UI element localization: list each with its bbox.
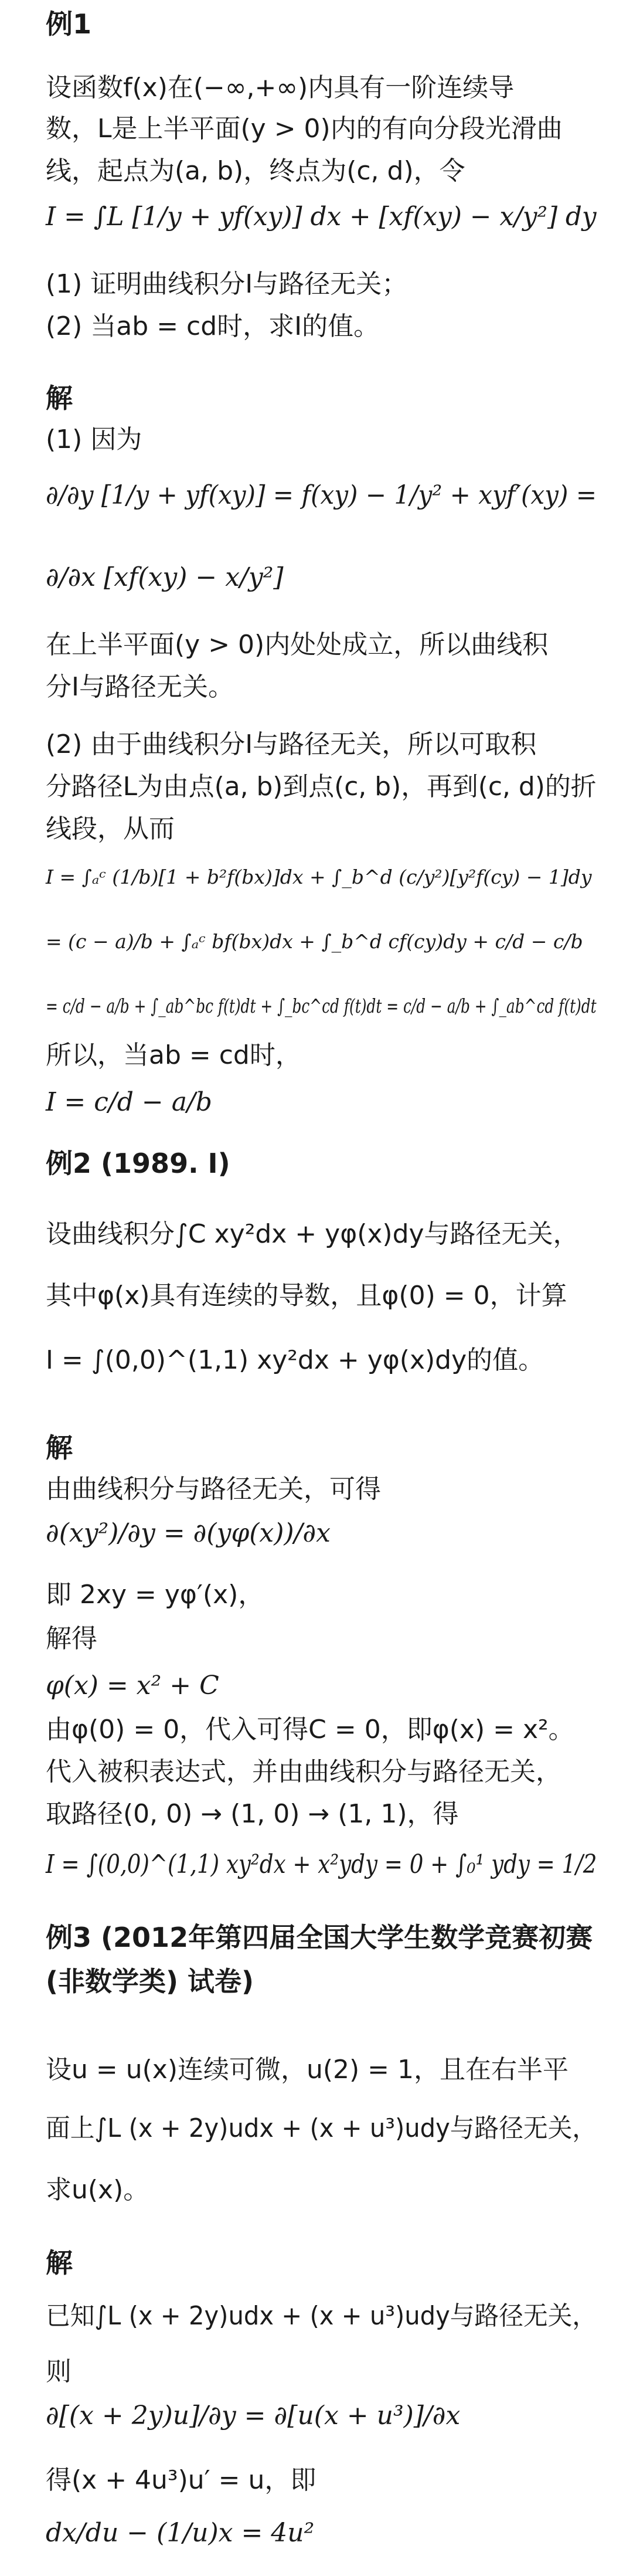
- example-2-result: I = ∫(0,0)^(1,1) xy²dx + x²ydy = 0 + ∫₀¹ ydy = 1/2: [46, 1849, 597, 1879]
- example-1-computation-line-1: I = ∫ₐᶜ (1/b)[1 + b²f(bx)]dx + ∫_b^d (c/y²)[y²f(cy) − 1]dy: [46, 866, 592, 888]
- example-1-solution-line-1: (1) 因为: [46, 425, 142, 454]
- example-3-problem-line-3: 求u(x)。: [46, 2175, 149, 2205]
- example-1-solution-title: 解: [46, 382, 73, 414]
- example-2-solution-title: 解: [46, 1432, 73, 1464]
- example-3-title-line-2: (非数学类) 试卷): [46, 1966, 254, 1997]
- example-1-conclusion-line: 所以，当ab = cd时，: [46, 1040, 301, 1070]
- example-3-problem-line-2: 面上∫L (x + 2y)udx + (x + u³)udy与路径无关，: [46, 2113, 597, 2143]
- example-2-general-solution: φ(x) = x² + C: [46, 1671, 219, 1701]
- example-1-solution-line-7: 分路径L为由点(a, b)到点(c, b)，再到(c, d)的折: [46, 772, 597, 802]
- example-2-solution-line-4: 解得: [46, 1624, 97, 1654]
- example-3-solution-line-4: 得(x + 4u³)u′ = u，即: [46, 2465, 316, 2495]
- example-3-title-line-1: 例3 (2012年第四届全国大学生数学竞赛初赛: [46, 1922, 593, 1953]
- example-2-problem-line-1: 设曲线积分∫C xy²dx + yφ(x)dy与路径无关，: [46, 1219, 579, 1249]
- example-2-problem-line-3: I = ∫(0,0)^(1,1) xy²dx + yφ(x)dy的值。: [46, 1345, 544, 1375]
- example-1-solution-line-5: 分I与路径无关。: [46, 672, 234, 702]
- example-3-solution-title: 解: [46, 2247, 73, 2279]
- example-1-question-2: (2) 当ab = cd时，求I的值。: [46, 311, 380, 341]
- example-1-solution-line-4: 在上半平面(y > 0)内处处成立，所以曲线积: [46, 630, 549, 660]
- example-2-problem-line-2: 其中φ(x)具有连续的导数，且φ(0) = 0，计算: [46, 1281, 567, 1311]
- example-1-partial-derivative-y: ∂/∂y [1/y + yf(xy)] = f(xy) − 1/y² + xyf′(xy) =: [46, 480, 597, 510]
- example-2-solution-line-3: 即 2xy = yφ′(x)，: [46, 1580, 264, 1610]
- example-3-solution-line-2: 则: [46, 2357, 72, 2387]
- example-1-partial-derivative-x: ∂/∂x [xf(xy) − x/y²]: [46, 562, 284, 592]
- example-3-partial-equation: ∂[(x + 2y)u]/∂y = ∂[u(x + u³)]/∂x: [46, 2401, 461, 2431]
- example-3-problem-line-1: 设u = u(x)连续可微，u(2) = 1，且在右半平: [46, 2055, 569, 2085]
- example-2-solution-line-8: 取路径(0, 0) → (1, 0) → (1, 1)，得: [46, 1799, 459, 1829]
- example-2-solution-line-7: 代入被积表达式，并由曲线积分与路径无关，: [46, 1757, 561, 1787]
- example-1-integral-definition: I = ∫L [1/y + yf(xy)] dx + [xf(xy) − x/y²] dy: [46, 202, 597, 232]
- example-1-problem-line-1: 设函数f(x)在(−∞,+∞)内具有一阶连续导: [46, 73, 515, 103]
- example-1-computation-line-2: = (c − a)/b + ∫ₐᶜ bf(bx)dx + ∫_b^d cf(cy)dy + c/d − c/b: [46, 930, 583, 953]
- example-2-partial-equation: ∂(xy²)/∂y = ∂(yφ(x))/∂x: [46, 1518, 331, 1548]
- example-1-result: I = c/d − a/b: [46, 1087, 212, 1117]
- example-1-solution-line-6: (2) 由于曲线积分I与路径无关，所以可取积: [46, 729, 537, 759]
- example-1-solution-line-8: 线段，从而: [46, 814, 175, 844]
- example-1-problem-line-2: 数，L是上半平面(y > 0)内的有向分段光滑曲: [46, 114, 563, 144]
- example-2-solution-line-1: 由曲线积分与路径无关，可得: [46, 1474, 381, 1504]
- example-1-question-1: (1) 证明曲线积分I与路径无关；: [46, 269, 408, 299]
- example-2-solution-line-6: 由φ(0) = 0，代入可得C = 0，即φ(x) = x²。: [46, 1715, 574, 1745]
- example-1-computation-line-3: = c/d − a/b + ∫_ab^bc f(t)dt + ∫_bc^cd f(t)dt = c/d − a/b + ∫_ab^cd f(t)dt: [46, 995, 597, 1017]
- example-3-differential-equation: dx/du − (1/u)x = 4u²: [46, 2518, 315, 2548]
- example-2-title: 例2 (1989. Ⅰ): [46, 1148, 230, 1179]
- example-3-solution-line-1: 已知∫L (x + 2y)udx + (x + u³)udy与路径无关，: [46, 2301, 597, 2331]
- example-1-problem-line-3: 线，起点为(a, b)，终点为(c, d)，令: [46, 156, 465, 186]
- example-1-title: 例1: [46, 8, 92, 40]
